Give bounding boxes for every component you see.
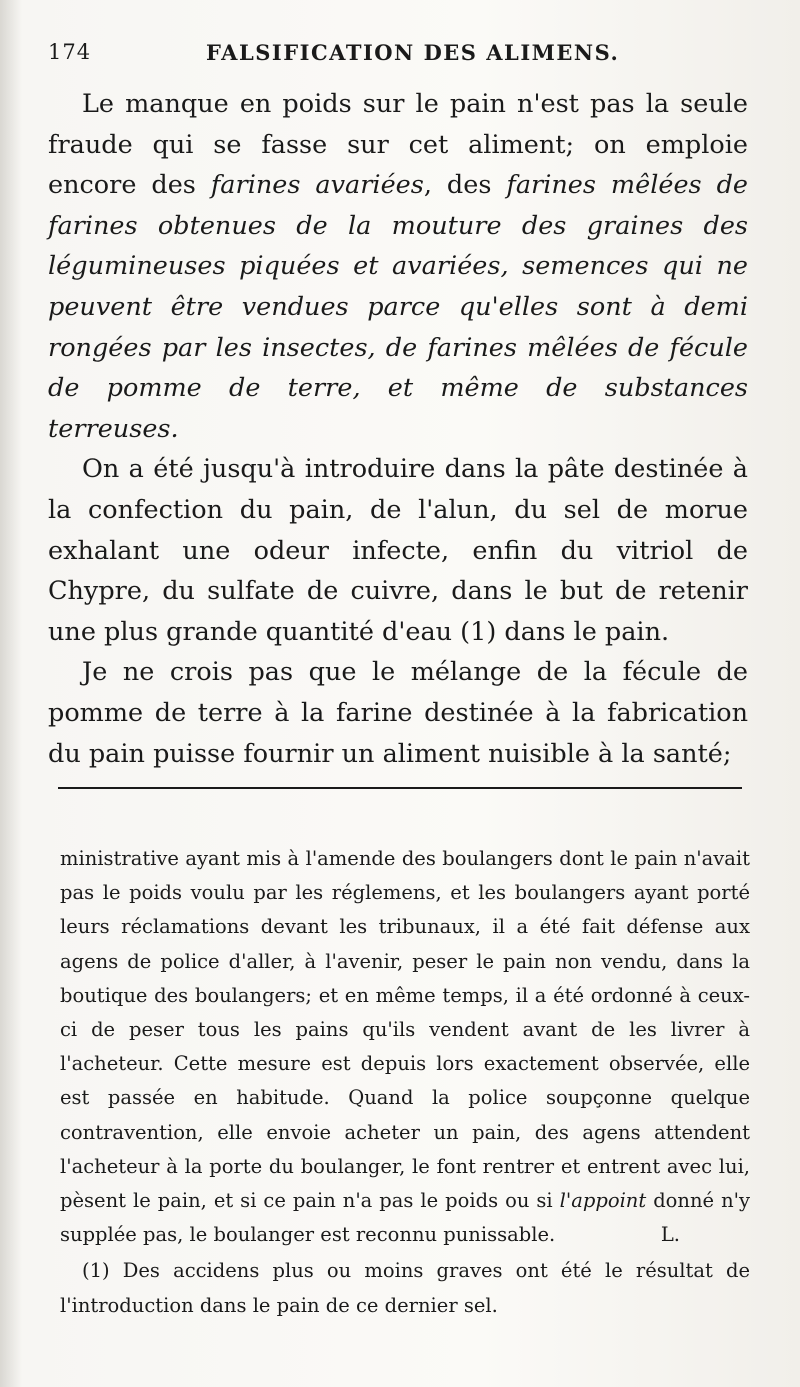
footnote-1: (1) Des accidens plus ou moins graves ont été le résultat de l'introduction dans le pain de ce dernier sel. (60, 1259, 750, 1317)
paragraph-3: Je ne crois pas que le mélange de la fécule de pomme de terre à la farine destinée à la fabrication du pain puisse fournir un aliment nuisible à la santé; (48, 657, 748, 769)
note-italic-term: l'appoint (559, 1189, 647, 1213)
note-signature: L. (660, 1223, 680, 1247)
paragraph-1-sep: , des (423, 170, 492, 201)
note-text-a: ministrative ayant mis à l'amende des boulangers dont le pain n'avait pas le poids voulu par les réglemens, et les boulangers ayant porté leurs réclamations devant les tribunaux, il a été fait défense aux agens de police d'aller, à l'avenir, peser le pain non vendu, dans la boutique des boulangers; et en même temps, il a été ordonné à ceux-ci de peser tous les pains qu'ils vendent avant de les livrer à l'acheteur. Cette mesure est depuis lors exactement observée, elle est passée en habitude. Quand la police soupçonne quelque contravention, elle envoie acheter un pain, des agens attendent l'acheteur à la porte du boulanger, le font rentrer et entrent avec lui, pèsent le pain, et si ce pain n'a pas le poids ou si (60, 847, 750, 1213)
paragraph-2: On a été jusqu'à introduire dans la pâte destinée à la confection du pain, de l'alun, du sel de morue exhalant une odeur infecte, enfin du vitriol de Chypre, du sulfate de cuivre, dans le but de retenir une plus grande quantité d'eau (1) dans le pain. (48, 454, 748, 647)
paragraph-1-italic-1: farines avariées (210, 170, 424, 201)
paragraph-1 (48, 84, 748, 449)
running-head: FALSIFICATION DES ALIMENS. (206, 40, 620, 65)
main-text (48, 84, 748, 774)
note-continuation (60, 842, 750, 1252)
note-text-b: donné n'y supplée pas, le boulanger est reconnu punissable. (60, 1189, 750, 1247)
page-header (48, 40, 752, 74)
footnotes (60, 842, 750, 1323)
page-number: 174 (48, 40, 92, 64)
paragraph-1-intro: Le manque en poids sur le pain n'est pas la seule fraude qui se fasse sur cet aliment; on emploie encore des (48, 89, 748, 201)
footnote-divider (58, 787, 742, 789)
paragraph-1-italic-2: farines mêlées de farines obtenues de la mouture des graines des légumineuses piquées et avariées, semences qui ne peuvent être vendues parce qu'elles sont à demi rongées par les insectes, de farines mêlées de fécule de pomme de terre, et même de substances terreuses. (48, 170, 749, 444)
